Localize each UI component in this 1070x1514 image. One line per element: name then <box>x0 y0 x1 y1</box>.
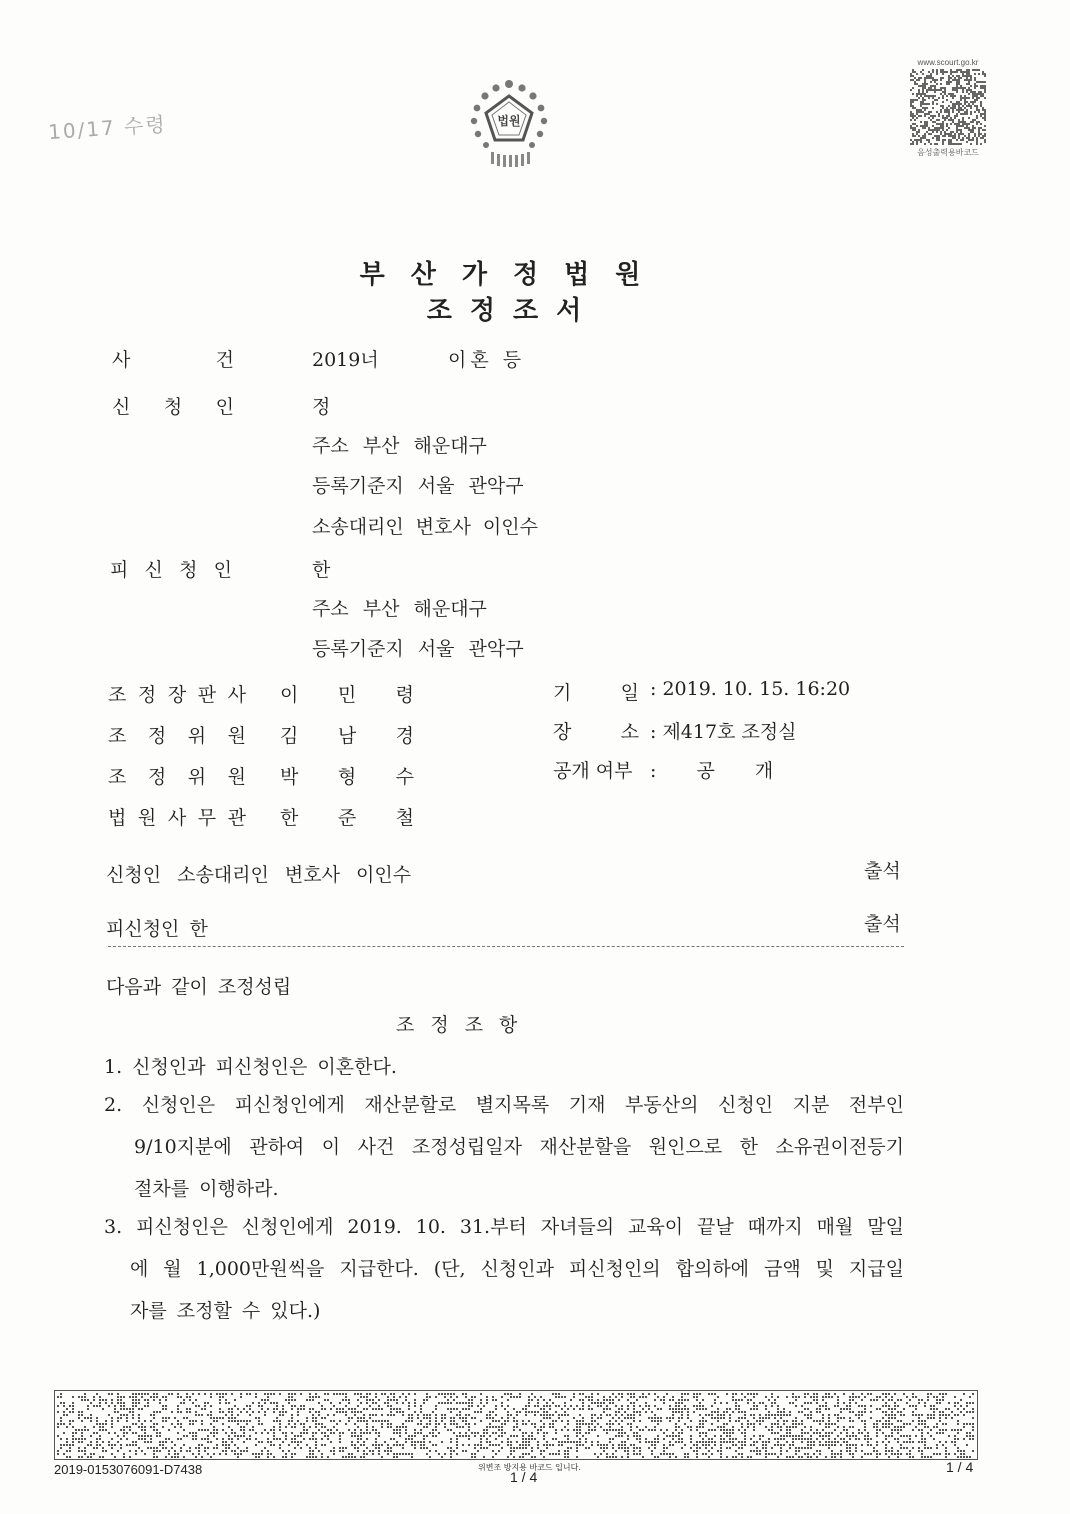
document-id: 2019-0153076091-D7438 <box>54 1462 203 1477</box>
case-number: 2019너 <box>312 349 379 371</box>
dashed-divider <box>108 946 904 947</box>
official-name-0: 이 민 령 <box>280 684 414 706</box>
respondent-registration: 등록기준지 서울 관악구 <box>312 638 524 660</box>
document-title: 부산가정법원 <box>359 260 667 290</box>
applicant-attorney: 소송대리인 변호사 이인수 <box>312 516 538 538</box>
applicant-registration: 등록기준지 서울 관악구 <box>312 475 524 497</box>
official-name-2: 박 형 수 <box>280 766 414 788</box>
session-date-label: 기 일 <box>553 682 639 704</box>
session-public-label: 공개 여부 <box>553 760 633 782</box>
qr-caption: 음성출력용바코드 <box>917 148 979 157</box>
session-place-label: 장 소 <box>553 721 639 743</box>
term-3-line-3: 자를 조정할 수 있다.) <box>130 1300 321 1322</box>
term-1: 1. 신청인과 피신청인은 이혼한다. <box>104 1056 397 1078</box>
attendance-party-0: 신청인 소송대리인 변호사 이인수 <box>106 864 412 886</box>
qr-code-icon <box>910 69 986 145</box>
qr-code-block <box>906 58 990 158</box>
page-number-center: 1 / 4 <box>510 1469 538 1485</box>
attendance-party-1: 피신청인 한 <box>106 918 208 940</box>
handwritten-note: 10/17 수령 <box>47 111 168 145</box>
case-name: 이혼 등 <box>448 349 526 371</box>
case-label <box>112 345 234 372</box>
official-role-3: 법 원 사 무 관 <box>108 807 246 829</box>
attendance-status-0: 출석 <box>864 860 901 882</box>
attendance-status-1: 출석 <box>864 913 901 935</box>
applicant-name: 정 <box>312 396 331 418</box>
applicant-label: 신 청 인 <box>112 396 234 418</box>
official-role-2: 조 정 위 원 <box>108 766 246 788</box>
term-2-line-2: 9/10지분에 관하여 이 사건 조정성립일자 재산분할을 원인으로 한 소유권이전등기 <box>134 1136 904 1158</box>
session-date: : 2019. 10. 15. 16:20 <box>650 678 851 700</box>
terms-heading: 조정조항 <box>396 1014 534 1036</box>
barcode-note: 위변조 방지용 바코드 입니다. <box>478 1463 581 1472</box>
term-3-line-1: 3. 피신청인은 신청인에게 2019. 10. 31.부터 자녀들의 교육이 끝날 때까지 매월 말일 <box>104 1216 904 1238</box>
document-subtitle: 조정조서 <box>426 296 600 326</box>
page-number-right: 1 / 4 <box>946 1459 974 1475</box>
court-emblem-icon <box>466 74 552 168</box>
session-place: : 제417호 조정실 <box>650 721 797 743</box>
official-role-1: 조 정 위 원 <box>108 725 246 747</box>
settlement-intro: 다음과 같이 조정성립 <box>106 976 292 998</box>
official-name-3: 한 준 철 <box>280 807 414 829</box>
term-2-line-1: 2. 신청인은 피신청인에게 재산분할로 별지목록 기재 부동산의 신청인 지분 전부인 <box>104 1094 904 1116</box>
term-3-line-2: 에 월 1,000만원씩을 지급한다. (단, 신청인과 피신청인의 합의하에 금액 및 지급일 <box>130 1258 904 1280</box>
term-2-line-3: 절차를 이행하라. <box>134 1178 279 1200</box>
respondent-address: 주소 부산 해운대구 <box>312 598 487 620</box>
emblem-text: 법원 <box>497 114 521 128</box>
case-label-a: 사 <box>112 349 131 371</box>
case-label-b: 건 <box>215 349 234 371</box>
anti-forgery-barcode-icon <box>54 1390 978 1460</box>
session-public: : 공 개 <box>650 760 774 782</box>
respondent-label: 피 신 청 인 <box>110 559 232 581</box>
official-name-1: 김 남 경 <box>280 725 414 747</box>
official-role-0: 조 정 장 판 사 <box>108 684 246 706</box>
respondent-name: 한 <box>312 559 331 581</box>
qr-url: www.scourt.go.kr <box>917 58 979 67</box>
applicant-address: 주소 부산 해운대구 <box>312 435 487 457</box>
